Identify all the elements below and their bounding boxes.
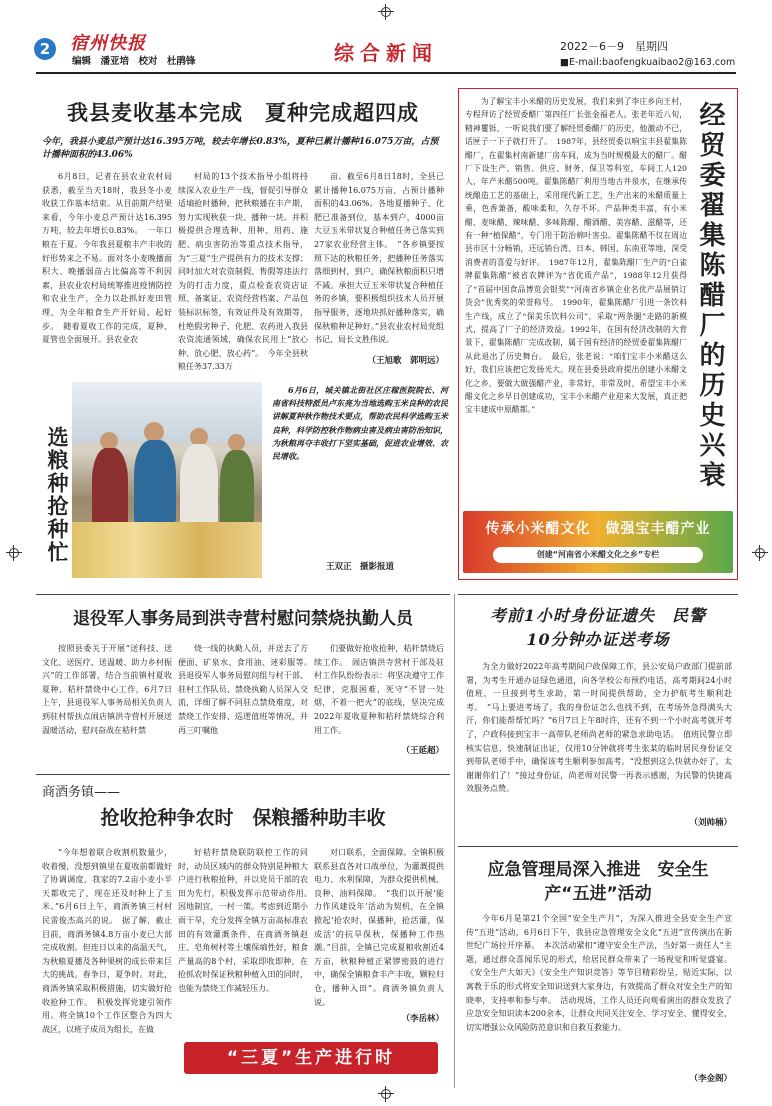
photo-person: [134, 440, 176, 526]
article-title: 考前1小时身份证遗失 民警10分钟办证送考场: [489, 606, 707, 649]
column-text: 们要做好抢收抢种，秸秆禁烧后续工作。 闹店镇洪寺营村干部及驻村工作队纷纷表示：将坚决遵守工作纪律，克服困难，死守“不冒一处烟，不着一把火”的底线，坚决完成2022年夏收夏种和秸秆禁烧综合利用工作。: [314, 644, 444, 735]
article-byline: （李金阁）: [648, 1072, 732, 1086]
article-kicker: 商酒务镇——: [42, 785, 121, 800]
photo-person: [180, 444, 218, 528]
column-separator: [454, 594, 455, 1088]
paper-name: 宿州快报: [70, 33, 146, 54]
photo-story-title: 选粮种抢种忙: [45, 426, 69, 564]
body-text: 为了解宝丰小米醋的历史发展，我们来到了李庄乡向王村，专程拜访了经贸委醋厂第四任厂长张金福老人。张老年近八旬，精神矍铄，一听说我们要了解经贸委醋厂的历史，他激动不已，话匣子一下子就打开了。 1987年，县经贸委以响宝丰县翟集陈醋厂，在翟集村南新建厂房车间，成为当时规模最大的醋厂。醋厂下设生产、销售、供应、财务、保卫等科室，车间工人120人，年产米醋500吨。翟集陈醋厂利用当地古井泉水，在继承传统酿造工艺的基础上，采用现代新工艺，生产出来的米醋质量上乘，色香兼备，酸味柔和，久存不坏。产品种类丰富，有小米醋、麦味醋、辣味醋、多味陈醋、醋酒醋、美容醋、滋醋等，还有一种“植保醋”，专门用于防治棉叶害虫。翟集陈醋不仅在周边县市区十分畅销，还远销台湾、日本、韩国、东南亚等地，深受消费者的喜爱与好评。 1987年12月，翟集陈醋厂生产的“白雀牌翟集陈醋”被省农牌评为“省优质产品”，1988年12月获得了“首届中国食品博览会银奖”“河南省乡镇企业名优产品展销订货会”优秀奖的荣誉称号。 1990年，翟集陈醋厂引进一条饮料生产线，成立了“保美乐饮料公司”，采取“两条腿”走路的新模式，提高了厂子的经济效益。1992年，在国有经济改制的大背景下，翟集陈醋厂完成改制，属于国有经济的经贸委翟集陈醋厂从此退出了历史舞台。 最后，张老说：“咱们宝丰小米醋这么好，我们应该把它发扬光大。现在县委县政府提出创建小米醋文化之乡，要做大做强醋产业，非常好，非常及时，希望宝丰小米醋文化之乡早日创建成功，宝丰小米醋产业迎来大发展，真正把宝丰建成中原醋都。”: [465, 97, 687, 415]
article-byline: （刘帅楠）: [648, 816, 732, 830]
article-column-2: [178, 846, 316, 1024]
photo-person-head: [228, 434, 245, 451]
banner-slogan: 传承小米醋文化 做强宝丰醋产业: [485, 521, 711, 537]
body-text: 今年6月是第21个全国“安全生产月”，为深入推进全县安全生产宣传“五进”活动，6月6日下午，我县应急管理安全文化“五进”宣传演出在新世纪广场拉开序幕。 本次活动紧扣“遵守安全生产法，当好第一责任人”主题，通过群众喜闻乐见的形式，给居民群众带来了一场视觉和听觉盛宴。《安全生产大如天》《安全生产知识竞答》等节目精彩纷呈，贴近实际，以寓教于乐的形式将安全知识送到大家身边，有效提高了群众对安全生产的知晓率，支持率和参与率。 活动现场，工作人员还向观看演出的群众发放了应急安全知识读本200余本，让群众共同关注安全、学习安全、懂得安全，切实增强公众风险防范意识和自救互救能力。: [466, 914, 732, 1032]
section-divider: [36, 594, 450, 595]
column-text: “今年想着联合收割机数量少，收着慢，没想到镇里在夏收前都做好了协调调度，我家的7.2亩小麦小半天都收完了，现在还及时种上了玉米。”6月6日上午，商酒务镇三村村民雷俊杰高兴的说。 据了解，截止目前，商酒务镇4.8万亩小麦已大部完成收割。但连日以来的高温天气，为秋粮夏播及各种果树的成长带来巨大的挑战。春争日，夏争时。对此，商酒务镇采取积极措施，切实做好抢收抢种工作。 积极发挥党建引领作用。将全镇10个工作区整合为四大战区，以班子成员为组长，在做: [42, 848, 172, 1034]
section-title: 综合新闻: [334, 41, 438, 65]
caption-text: 6月6日，城关镇北街社区庄稼医院院长、河南省科技特派员卢东亮为当地选购玉米良种的农民讲解夏种秋作物技术要点，帮助农民科学选购玉米良种，科学防控秋作物病虫害及病虫害防治知识，为秋粮再夺丰收打下坚实基础，促进农业增效、农民增收。: [272, 385, 448, 462]
editors-line: 编辑 潘亚培 校对 杜鹃锋: [72, 56, 196, 67]
page-number: 2: [39, 40, 51, 58]
column-text: 好秸秆禁烧联防联控工作的同时，动员区域内的群众特别是种粮大户进行秋粮抢种，并以党员干部的农田为先行，积极发挥示范带动作用。 因地制宜，一村一策。考虑到近期小雨干旱，充分发挥全镇万亩高标准农田的有效灌溉条件，在商酒务镇赵庄、皂角树村等土壤保墒性好，粮食产量高的8个村，采取即收即种，在抢抓农时保证秋粮种植入田的同时，也能为禁烧工作减轻压力。: [178, 848, 316, 993]
article-column-3: [314, 170, 444, 356]
section-divider: [36, 774, 450, 775]
article-column-2: [178, 170, 308, 370]
article-column-2: [178, 642, 316, 764]
article-title: 应急管理局深入推进 安全生产“五进”活动: [487, 860, 709, 904]
article-title: 退役军人事务局到洪寺营村慰问禁烧执勤人员: [73, 609, 413, 629]
article-byline: （王旭歌 郭明远）: [367, 356, 444, 366]
article-wheat-harvest: [36, 90, 450, 370]
article-column-3: [314, 846, 444, 1012]
photo-person-head: [144, 422, 164, 442]
article-column-1: [42, 170, 172, 370]
article-veterans-visit: [36, 594, 450, 764]
page-number-badge: [34, 38, 56, 60]
article-id-card-rescue: [458, 594, 738, 834]
column-text: 烧一线的执勤人员，并送去了方便面、矿泉水、食用油、迷彩服等。 县退役军人事务局慰问组与村干部、驻村工作队员、禁烧执勤人员深入交流，详细了解不同驻点禁烧难度，对禁烧工作安排、巡逻值班等情况，并再三叮嘱他: [178, 644, 316, 735]
article-byline: （王延超）: [401, 746, 444, 756]
article-safety-campaign: [458, 846, 738, 1088]
photo-caption: [272, 384, 448, 550]
column-text: 按照县委关于开展“送科技、送文化、送医疗、送温暖、助力乡村振兴”的工作部署，结合当前镇村夏收夏种、秸秆禁烧中心工作，6月7日上午，县退役军人事务局相关负责人到驻村帮扶点闹店镇洪寺营村开展送温暖活动，慰问奋战在秸秆禁: [42, 644, 172, 735]
column-text: 对口联系，全面保障。全镇积极联系县直各对口战单位，为灌溉提供电力、水利保障，为群众提供机械、良种、油料保障。 “我们以开展‘能力作风建设年’活动为契机，在全镇掀起‘抢农时，保播种，抢活灌，保成活’的抗旱保秋，保播种工作热潮。”目前，全镇已完成夏粮收割近4万亩，秋粮种植正紧锣密鼓的进行中，确保全镇粮食丰产丰收，颗粒归仓，播种入田”。商酒务镇负责人说。: [314, 848, 444, 1007]
photo-person: [92, 448, 128, 528]
photo-story: [36, 382, 450, 580]
body-text: 为全力做好2022年高考期间户政保障工作，县公安局户政部门提前部署，为考生开通办证绿色通道，向各学校公布预约电话，高考期间24小时值班，一旦接到考生求助，第一时间提供帮助，全力护航考生顺利赴考。 “马上要进考场了，我的身份证怎么也找不到，在考场外急得满头大汗，你们能帮帮忙吗？”6月7日上午8时许，还有不到一个小时高考就开考了，户政科接到宝丰一高带队老师尚老师的紧急求助电话。 值班民警立即核实信息，快速制证出证，仅用10分钟就将考生张某的临时居民身份证交到带队老师手中，确保该考生顺利参加高考。“没想到这么快就办好了，太谢谢你们了！”接过身份证，尚老师对民警一再表示感谢，为民警的快捷高效服务点赞。: [466, 662, 732, 794]
header-divider: [36, 72, 736, 74]
column-text: 6月8日，记者在县农业农村局获悉，截至当天18时，我县冬小麦收获工作基本结束。从目前期产结果来看，今年小麦总产预计达16.395万吨，较去年增长0.83%。 一年口粮在于夏。今年我县夏粮丰产丰收的好形势来之不易。面对冬小麦晚播面积大、晚播弱苗占比偏高等不利因素，县农业农村局统筹推进疫情防控和农业生产，全力以赴抓好麦田管理，为全年粮食生产开好局、起好步。 随着夏收工作的完成，夏种、夏管也全面展开。县农业农: [42, 172, 172, 345]
three-summer-banner: “三夏”生产进行时: [184, 1042, 438, 1074]
article-title: 抢收抢种争农时 保粮播种助丰收: [100, 807, 386, 829]
section-divider: [458, 594, 738, 595]
article-shangjiuwu-harvest: [36, 774, 450, 1090]
article-body: [466, 912, 732, 1088]
header: [0, 0, 772, 80]
email-line: ■E-mail:baofengkuaibao2@163.com: [560, 57, 736, 68]
column-text: 村局的13个技术指导小组将持续深入农业生产一线，督促引导群众适墒抢时播种，把秋粮播在丰产期，努力实现秋获一块、播种一块。并积极提供合理选种、用种、用药、施肥、病虫害防治等重点技术指导，为“三夏”生产提供有力的技术支撑；同时加大对农资制假、售假等违法行为的打击力度，重点检查农资店证照、备案证、农资经营档案、产品包装标识标签，有效证件及有效期等，杜绝假劣种子、化肥、农药进入我县农资流通领域，确保农民用上“放心种、放心肥、放心药”。 今年全县秋粮任务37.33万: [178, 172, 308, 372]
article-column-1: [42, 642, 172, 764]
photo-seed-bags: [72, 522, 262, 578]
article-byline: （李岳林）: [401, 1014, 444, 1024]
vinegar-culture-banner: [463, 511, 733, 573]
photo-credit: 王双正 摄影报道: [325, 562, 394, 572]
registration-mark-right: [752, 545, 768, 561]
photo-person: [220, 450, 254, 528]
banner-subtitle: 创建“河南省小米醋文化之乡”专栏: [493, 547, 703, 563]
article-column-3: [314, 642, 444, 750]
article-title: 经贸委翟集陈醋厂的历史兴衰: [695, 101, 725, 491]
article-body: [466, 660, 732, 830]
article-body: [465, 95, 687, 495]
article-lead: 今年，我县小麦总产预计达16.395万吨，较去年增长0.83%，夏种已累计播种16.075万亩，占预计播种面积的43.06%: [42, 137, 439, 160]
article-title: 我县麦收基本完成 夏种完成超四成: [67, 101, 419, 125]
registration-mark-left: [6, 545, 22, 561]
article-vinegar-factory: [458, 88, 738, 580]
section-divider: [458, 846, 738, 847]
field-photo: [72, 382, 262, 578]
column-text: 亩。截至6月8日18时，全县已累计播种16.075万亩，占预计播种面积的43.06%。各地夏播种子、化肥已准备到位，基本到户，4000亩大豆玉米带状复合种植任务已落实到27家农业经营主体。 “各乡镇要按照下达的秋粮任务，把播种任务落实落细到村，到户，确保秋粮面积只增不减。承担大豆玉米带状复合种植任务的乡镇，要积极组织技术人员开展指导服务，逐地块抓好播种落实，确保秋粮种足种好。”县农业农村局党组书记、局长文胜伟说。: [314, 172, 444, 345]
issue-date: 2022－6－9 星期四: [560, 40, 668, 53]
article-column-1: [42, 846, 172, 1090]
photo-sky: [72, 382, 262, 442]
